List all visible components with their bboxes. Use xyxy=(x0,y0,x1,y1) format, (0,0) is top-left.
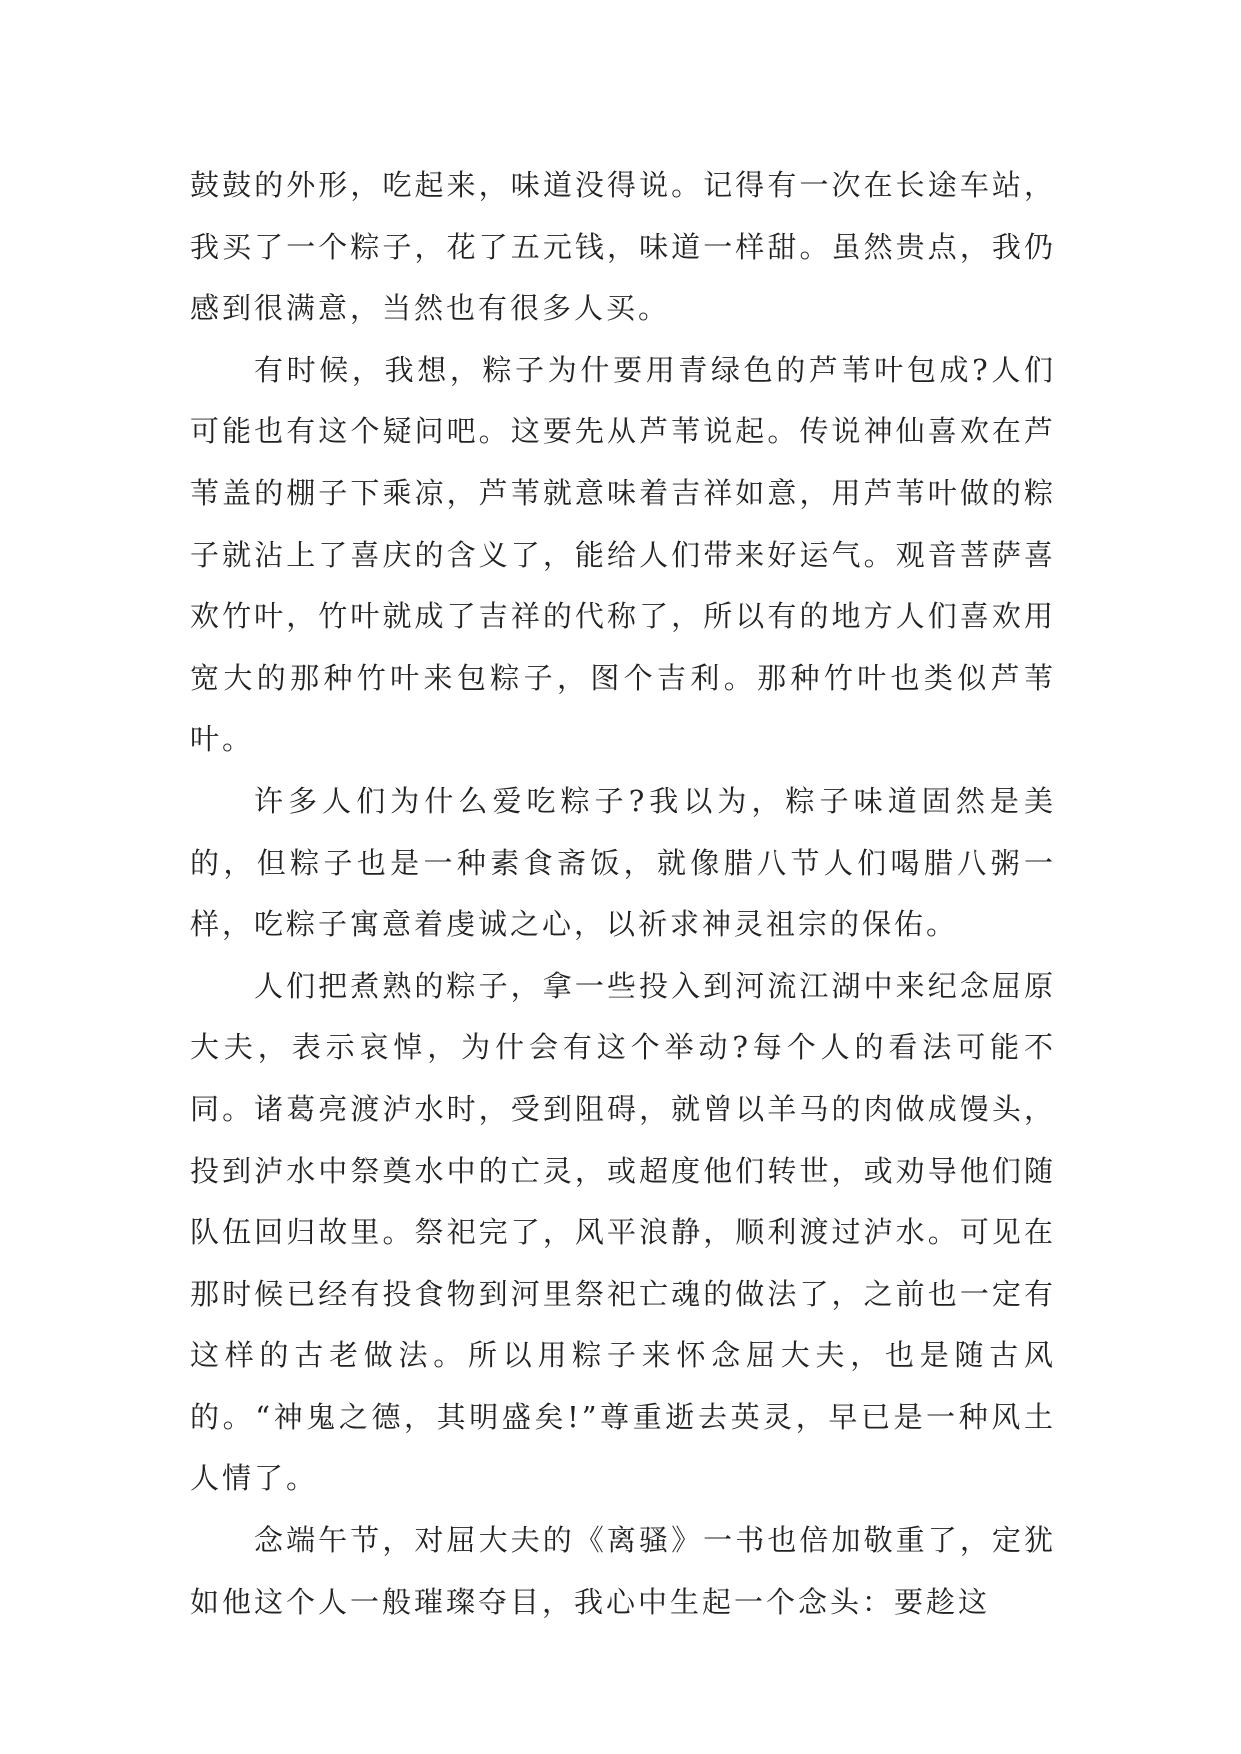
document-body xyxy=(190,155,1056,1633)
paragraph-3: 许多人们为什么爱吃粽子?我以为，粽子味道固然是美的，但粽子也是一种素食斋饭，就像腊八节人们喝腊八粥一样，吃粽子寓意着虔诚之心，以祈求神灵祖宗的保佑。 xyxy=(190,783,1056,942)
paragraph-1: 鼓鼓的外形，吃起来，味道没得说。记得有一次在长途车站，我买了一个粽子，花了五元钱，味道一样甜。虽然贵点，我仍感到很满意，当然也有很多人买。 xyxy=(190,168,1056,326)
paragraph-2: 有时候，我想，粽子为什要用青绿色的芦苇叶包成?人们可能也有这个疑问吧。这要先从芦苇说起。传说神仙喜欢在芦苇盖的棚子下乘凉，芦苇就意味着吉祥如意，用芦苇叶做的粽子就沾上了喜庆的含义了，能给人们带来好运气。观音菩萨喜欢竹叶，竹叶就成了吉祥的代称了，所以有的地方人们喜欢用宽大的那种竹叶来包粽子，图个吉利。那种竹叶也类似芦苇叶。 xyxy=(190,352,1056,757)
paragraph-4: 人们把煮熟的粽子，拿一些投入到河流江湖中来纪念屈原大夫，表示哀悼，为什会有这个举动?每个人的看法可能不同。诸葛亮渡泸水时，受到阻碍，就曾以羊马的肉做成馒头，投到泸水中祭奠水中的亡灵，或超度他们转世，或劝导他们随队伍回归故里。祭祀完了，风平浪静，顺利渡过泸水。可见在那时候已经有投食物到河里祭祀亡魂的做法了，之前也一定有这样的古老做法。所以用粽子来怀念屈大夫，也是随古风的。“神鬼之德，其明盛矣!”尊重逝去英灵，早已是一种风土人情了。 xyxy=(190,968,1056,1496)
paragraph-5: 念端午节，对屈大夫的《离骚》一书也倍加敬重了，定犹如他这个人一般璀璨夺目，我心中生起一个念头：要趁这 xyxy=(190,1523,1056,1619)
